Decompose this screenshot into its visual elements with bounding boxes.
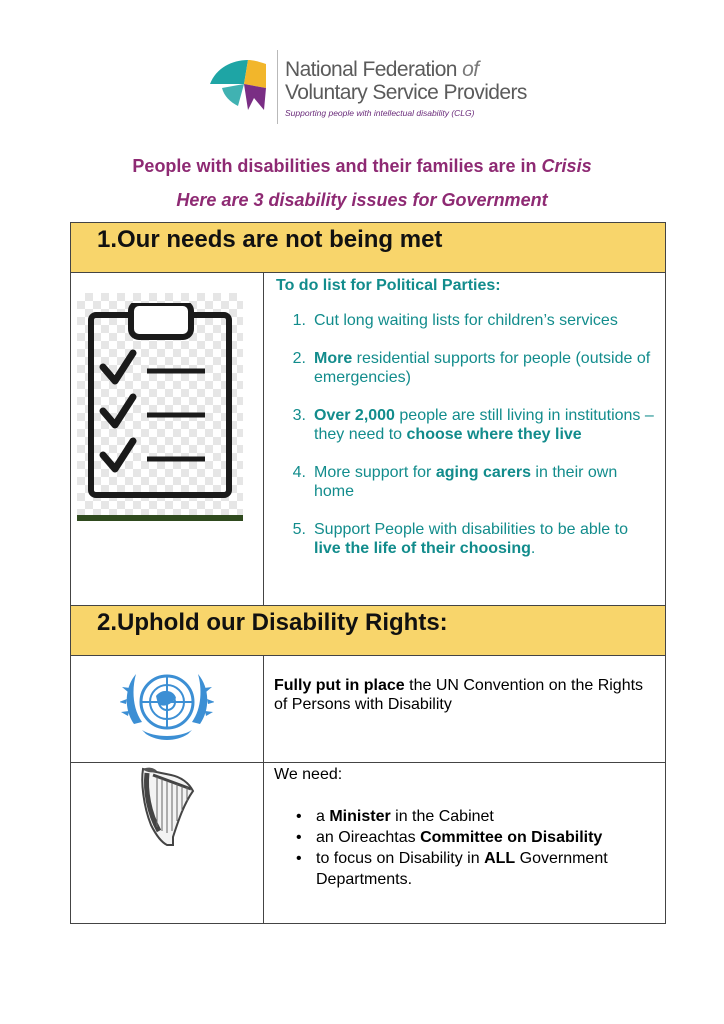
gov-needs-list [296,806,655,890]
un-image-cell [71,656,264,762]
gov-row [71,763,665,923]
todo-list [274,311,655,558]
section1-todo-cell [264,273,665,605]
un-text-cell [264,656,665,762]
bullet-icon: • [296,850,302,867]
todo-item: 4. More support for aging carers in their own home [292,464,618,500]
un-row [71,656,665,763]
bullet-icon: • [296,829,302,846]
gov-need-item: • a Minister in the Cabinet [296,808,494,825]
section1-row [71,273,665,606]
logo-tagline: Supporting people with intellectual disability (CLG) [285,108,475,118]
logo-name-line2: Voluntary Service Providers [285,81,527,104]
logo-name-of: of [462,58,479,81]
headline-crisis: People with disabilities and their families are in Crisis [132,156,592,176]
todo-item: 3. Over 2,000 people are still living in institutions – they need to choose where they live [292,407,654,443]
un-emphasis: Fully put in place [274,677,405,694]
issues-table [70,222,666,924]
todo-item: 2. More residential supports for people (outside of emergencies) [292,350,651,386]
headline-issues: Here are 3 disability issues for Government [176,190,548,210]
clipboard-checklist-icon [85,303,237,503]
section2-header [71,606,665,656]
gov-need-item: • to focus on Disability in ALL Government Departments. [296,850,608,888]
section1-image-cell [71,273,264,605]
gov-text-cell [264,763,665,923]
logo-name-line1: National Federation [285,58,457,81]
section1-title: 1.Our needs are not being met [97,226,443,253]
logo-text [285,58,527,118]
nfvsp-logo [208,50,528,128]
logo-mark-icon [208,54,270,112]
todo-item: 5. Support People with disabilities to be able to live the life of their choosing. [292,521,628,557]
un-text: the UN Convention on the Rights of Persons with Disability [274,677,644,713]
bullet-icon: • [296,808,302,825]
un-emblem-icon [120,664,214,744]
todo-title: To do list for Political Parties: [276,277,501,294]
harp-image-cell [71,763,264,923]
irish-harp-icon [137,765,199,847]
checklist-image-bar [77,515,243,521]
logo-divider [277,50,278,124]
gov-need-item: • an Oireachtas Committee on Disability [296,829,603,846]
section2-title: 2.Uphold our Disability Rights: [97,609,448,636]
section1-header [71,223,665,273]
gov-intro: We need: [274,766,343,783]
todo-item: 1. Cut long waiting lists for children’s services [292,312,618,329]
